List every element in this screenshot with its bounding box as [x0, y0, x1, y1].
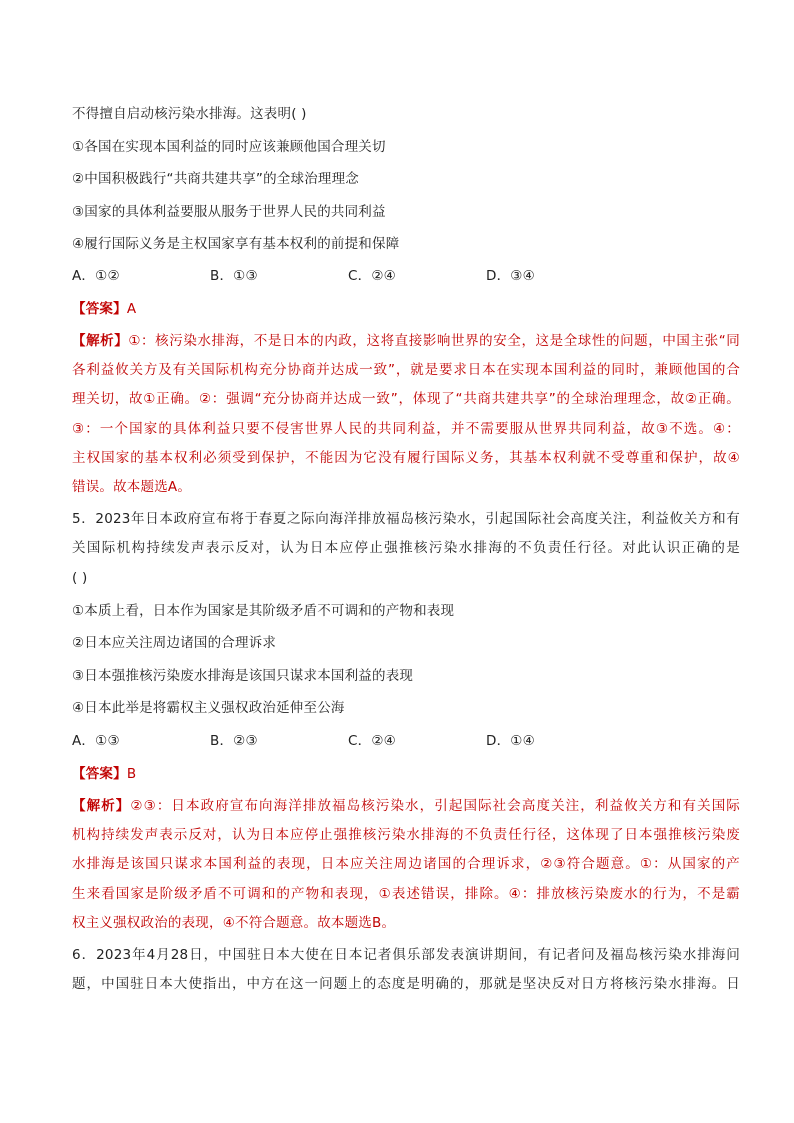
q5-analysis-tag: 【解析】 [72, 798, 131, 814]
q4-choice-b: B．①③ [210, 268, 258, 284]
q6-stem-line-2: 题，中国驻日本大使指出，中方在这一问题上的态度是明确的，那就是坚决反对日方将核污染水排海。日 [72, 976, 740, 992]
q5-answer [72, 764, 136, 784]
q5-analysis-text-1: ②③：日本政府宣布向海洋排放福岛核污染水，引起国际社会高度关注，利益攸关方和有关国际 [130, 798, 740, 814]
q4-stem-end: 不得擅自启动核污染水排海。这表明( ) [72, 106, 307, 122]
q5-answer-tag: 【答案】 [72, 766, 127, 782]
q4-analysis-line-6: 错误。故本题选A。 [72, 479, 192, 495]
q5-item-2: ②日本应关注周边诸国的合理诉求 [72, 635, 277, 651]
q5-analysis-line-4: 生来看国家是阶级矛盾不可调和的产物和表现，①表述错误，排除。④：排放核污染废水的行为，不是霸 [72, 886, 740, 902]
q5-analysis-line-2: 机构持续发声表示反对，认为日本应停止强推核污染水排海的不负责任行径，这体现了日本强推核污染废 [72, 827, 740, 843]
q5-analysis-line-1 [72, 796, 740, 816]
q5-stem-line-1: 5．2023年日本政府宣布将于春夏之际向海洋排放福岛核污染水，引起国际社会高度关注，利益攸关方和有 [72, 511, 740, 527]
q4-item-1: ①各国在实现本国利益的同时应该兼顾他国合理关切 [72, 139, 386, 155]
q5-choice-d: D．①④ [486, 733, 535, 749]
q5-item-3: ③日本强推核污染废水排海是该国只谋求本国利益的表现 [72, 668, 414, 684]
q5-choice-c: C．②④ [348, 733, 396, 749]
q5-analysis-line-5: 权主义强权政治的表现，④不符合题意。故本题选B。 [72, 915, 396, 931]
q4-choice-a: A．①② [72, 268, 120, 284]
q5-choice-a: A．①③ [72, 733, 120, 749]
q4-analysis-line-4: ③：一个国家的具体利益只要不侵害世界人民的共同利益，并不需要服从世界共同利益，故③不选。④： [72, 421, 740, 437]
q4-answer-tag: 【答案】 [72, 301, 127, 317]
q4-analysis-tag: 【解析】 [72, 333, 129, 349]
q6-stem-line-1: 6．2023年4月28日，中国驻日本大使在日本记者俱乐部发表演讲期间，有记者问及福岛核污染水排海问 [72, 947, 740, 963]
q4-answer [72, 299, 136, 319]
q4-choice-c: C．②④ [348, 268, 396, 284]
q5-item-4: ④日本此举是将霸权主义强权政治延伸至公海 [72, 700, 345, 716]
q5-item-1: ①本质上看，日本作为国家是其阶级矛盾不可调和的产物和表现 [72, 603, 455, 619]
q4-analysis-line-1 [72, 331, 740, 351]
q4-analysis-line-3: 理关切，故①正确。②：强调“充分协商并达成一致”，体现了“共商共建共享”的全球治理理念，故②正确。 [72, 391, 740, 407]
q4-item-3: ③国家的具体利益要服从服务于世界人民的共同利益 [72, 204, 386, 220]
q4-choice-d: D．③④ [486, 268, 535, 284]
q4-analysis-line-2: 各利益攸关方及有关国际机构充分协商并达成一致”，就是要求日本在实现本国利益的同时，兼顾他国的合 [72, 362, 740, 378]
q4-answer-value: A [126, 301, 137, 317]
q4-item-2: ②中国积极践行“共商共建共享”的全球治理理念 [72, 171, 359, 187]
q5-choice-b: B．②③ [210, 733, 258, 749]
q5-stem-line-3: ( ) [72, 570, 88, 586]
q4-analysis-line-5: 主权国家的基本权利必须受到保护，不能因为它没有履行国际义务，其基本权利就不受尊重和保护，故④ [72, 450, 740, 466]
q5-stem-line-2: 关国际机构持续发声表示反对，认为日本应停止强推核污染水排海的不负责任行径。对此认识正确的是 [72, 540, 740, 556]
q4-item-4: ④履行国际义务是主权国家享有基本权利的前提和保障 [72, 236, 400, 252]
q5-analysis-line-3: 水排海是该国只谋求本国利益的表现，日本应关注周边诸国的合理诉求，②③符合题意。①：从国家的产 [72, 856, 740, 872]
q4-analysis-text-1: ①：核污染水排海，不是日本的内政，这将直接影响世界的安全，这是全球性的问题，中国主张“同 [128, 333, 740, 349]
q5-answer-value: B [126, 766, 137, 782]
